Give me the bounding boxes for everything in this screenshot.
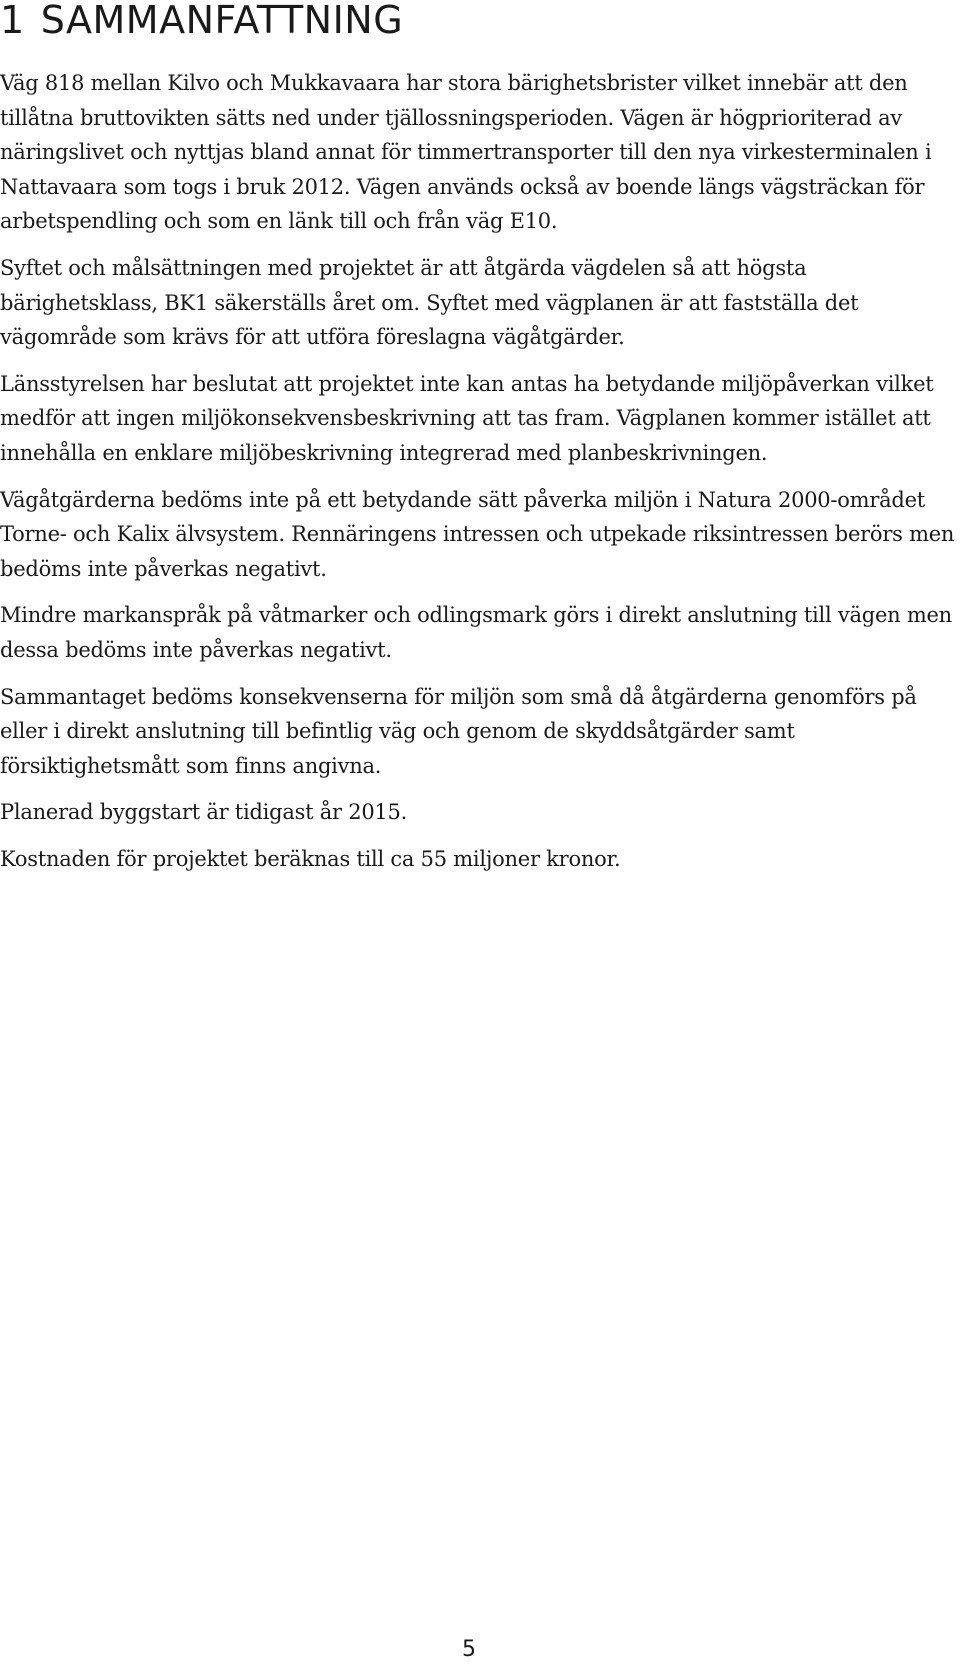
page-number: 5	[462, 1637, 476, 1662]
paragraph-land-use: Mindre markanspråk på våtmarker och odlingsmark görs i direkt anslutning till vägen men dessa bedöms inte påverkas negativt.	[0, 603, 952, 662]
paragraph-intro: Väg 818 mellan Kilvo och Mukkavaara har stora bärighetsbrister vilket innebär att den tillåtna bruttovikten sätts ned under tjällossningsperioden. Vägen är högprioriterad av näringslivet och nyttjas bland annat för timmertransporter till den nya virkesterminalen i Nattavaara som togs i bruk 2012. Vägen används också av boende längs vägsträckan för arbetspendling och som en länk till och från väg E10.	[0, 71, 932, 234]
paragraph-environmental-decision: Länsstyrelsen har beslutat att projektet inte kan antas ha betydande miljöpåverkan vilket medför att ingen miljökonsekvensbeskrivning att tas fram. Vägplanen kommer istället att innehålla en enklare miljöbeskrivning integrerad med planbeskrivningen.	[0, 371, 934, 465]
paragraph-natura-2000: Vägåtgärderna bedöms inte på ett betydande sätt påverka miljön i Natura 2000-området Torne- och Kalix älvsystem. Rennäringens intressen och utpekade riksintressen berörs men bedöms inte påverkas negativt.	[0, 487, 955, 581]
paragraph-cost: Kostnaden för projektet beräknas till ca 55 miljoner kronor.	[0, 846, 621, 871]
section-heading	[0, 0, 403, 42]
section-number: 1	[0, 0, 25, 42]
paragraph-consequences: Sammantaget bedöms konsekvenserna för miljön som små då åtgärderna genomförs på eller i direkt anslutning till befintlig väg och genom de skyddsåtgärder samt försiktighetsmått som finns angivna.	[0, 684, 917, 778]
section-title: SAMMANFATTNING	[40, 0, 404, 42]
summary-body	[0, 66, 955, 888]
paragraph-construction-start: Planerad byggstart är tidigast år 2015.	[0, 800, 408, 825]
paragraph-purpose: Syftet och målsättningen med projektet är att åtgärda vägdelen så att högsta bärighetsklass, BK1 säkerställs året om. Syftet med vägplanen är att fastställa det vägområde som krävs för att utföra föreslagna vägåtgärder.	[0, 255, 859, 350]
